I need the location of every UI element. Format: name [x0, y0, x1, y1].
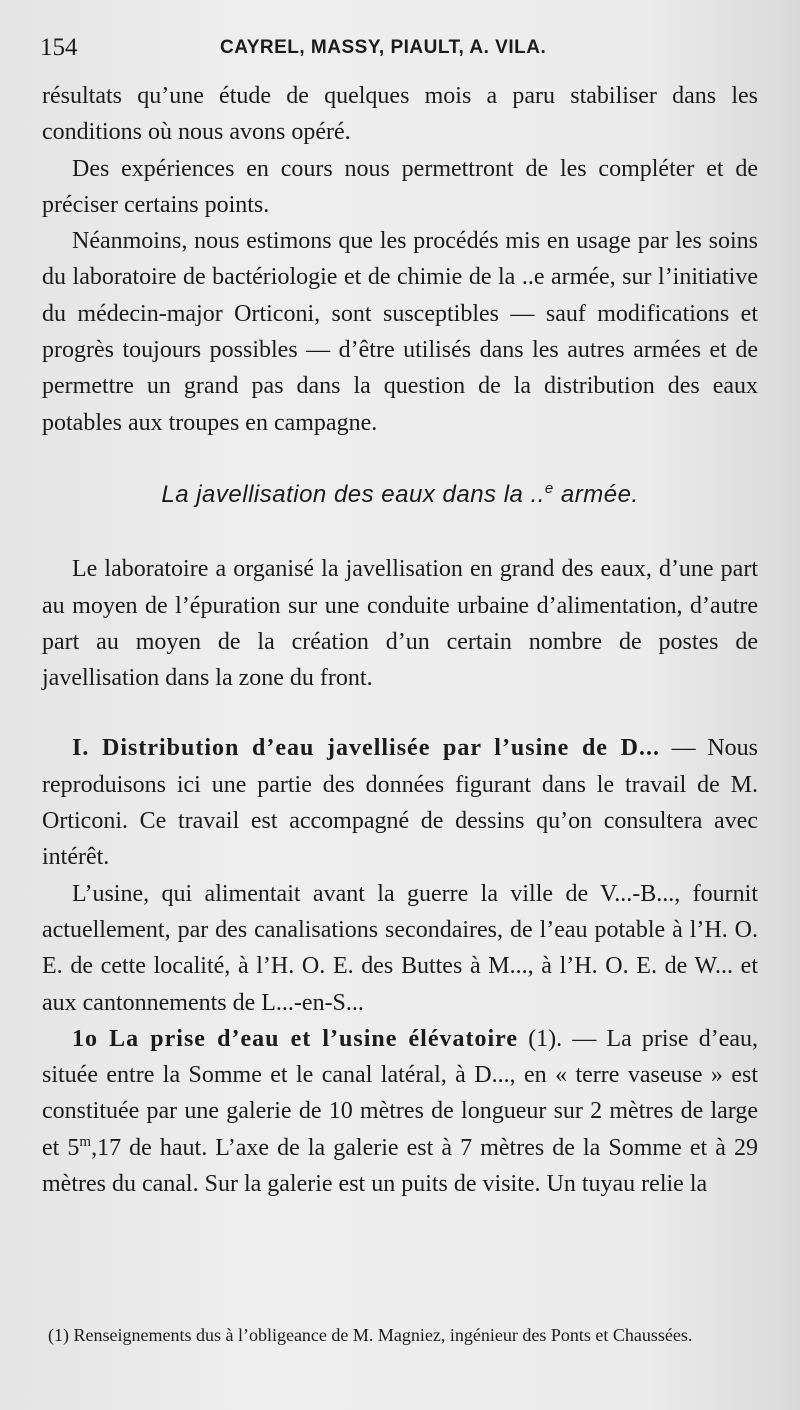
paragraph-3: Néanmoins, nous estimons que les procédés mis en usage par les soins du laboratoire de bactériologie et de chimie de la ..e armée, sur l’initiative du médecin-major Orticoni, sont susceptibles — sauf modifications et progrès toujours possibles — d’être utilisés dans les autres armées et de permettre un grand pas dans la question de la distribution des eaux potables aux troupes en campagne. — [42, 228, 758, 436]
paragraph-6: L’usine, qui alimentait avant la guerre la ville de V...-B..., fournit actuellement, par des canalisations secondaires, de l’eau potable à l’H. O. E. de cette localité, à l’H. O. E. des Buttes à M..., à l’H. O. E. de W... et aux cantonnements de L...-en-S... — [42, 880, 758, 1016]
footnote-ref: (1). — [518, 1025, 563, 1052]
paragraph-7: 1o La prise d’eau et l’usine élévatoire (1). — La prise d’eau, située entre la Somme et le canal latéral, à D..., en « terre vaseuse » est constituée par une galerie de 10 mètres de longueur sur 2 mètres de large et 5$^m$,17 de haut. L’axe de la galerie est à 7 mètres de la Somme et à 29 mètres du canal. Sur la galerie est un puits de visite. Un tuyau relie la — [42, 1025, 759, 1198]
paragraph-5: I. Distribution d’eau javellisée par l’usine de D... — Nous reproduisons ici une partie des données figurant dans le travail de M. Orticoni. Ce travail est accompagné de dessins qu’on consultera avec intérêt. — [42, 735, 759, 871]
page-number: 154 — [40, 34, 78, 61]
spacer — [42, 696, 758, 730]
footnote: (1) Renseignements dus à l’obligeance de M. Magniez, ingénieur des Ponts et Chaussées. — [48, 1325, 693, 1345]
paragraph-2: Des expériences en cours nous permettront de les compléter et de préciser certains points. — [42, 155, 758, 218]
paragraph-1: résultats qu’une étude de quelques mois a paru stabiliser dans les conditions où nous avons opéré. — [42, 83, 758, 146]
paragraph-4: Le laboratoire a organisé la javellisation en grand des eaux, d’une part au moyen de l’épuration sur une conduite urbaine d’alimentation, d’autre part au moyen de la création d’un certain nombre de postes de javellisation dans la zone du front. — [42, 556, 758, 692]
running-head: CAYREL, MASSY, PIAULT, A. VILA. — [220, 37, 547, 58]
subsection-heading-1: I. Distribution d’eau javellisée par l’usine de D... — [72, 735, 660, 762]
subsection-heading-2: 1o La prise d’eau et l’usine élévatoire — [72, 1025, 519, 1052]
section-title: La javellisation des eaux dans la ..$^e$ armée. — [161, 479, 639, 508]
page-header — [40, 34, 760, 70]
body-text — [42, 78, 758, 1202]
